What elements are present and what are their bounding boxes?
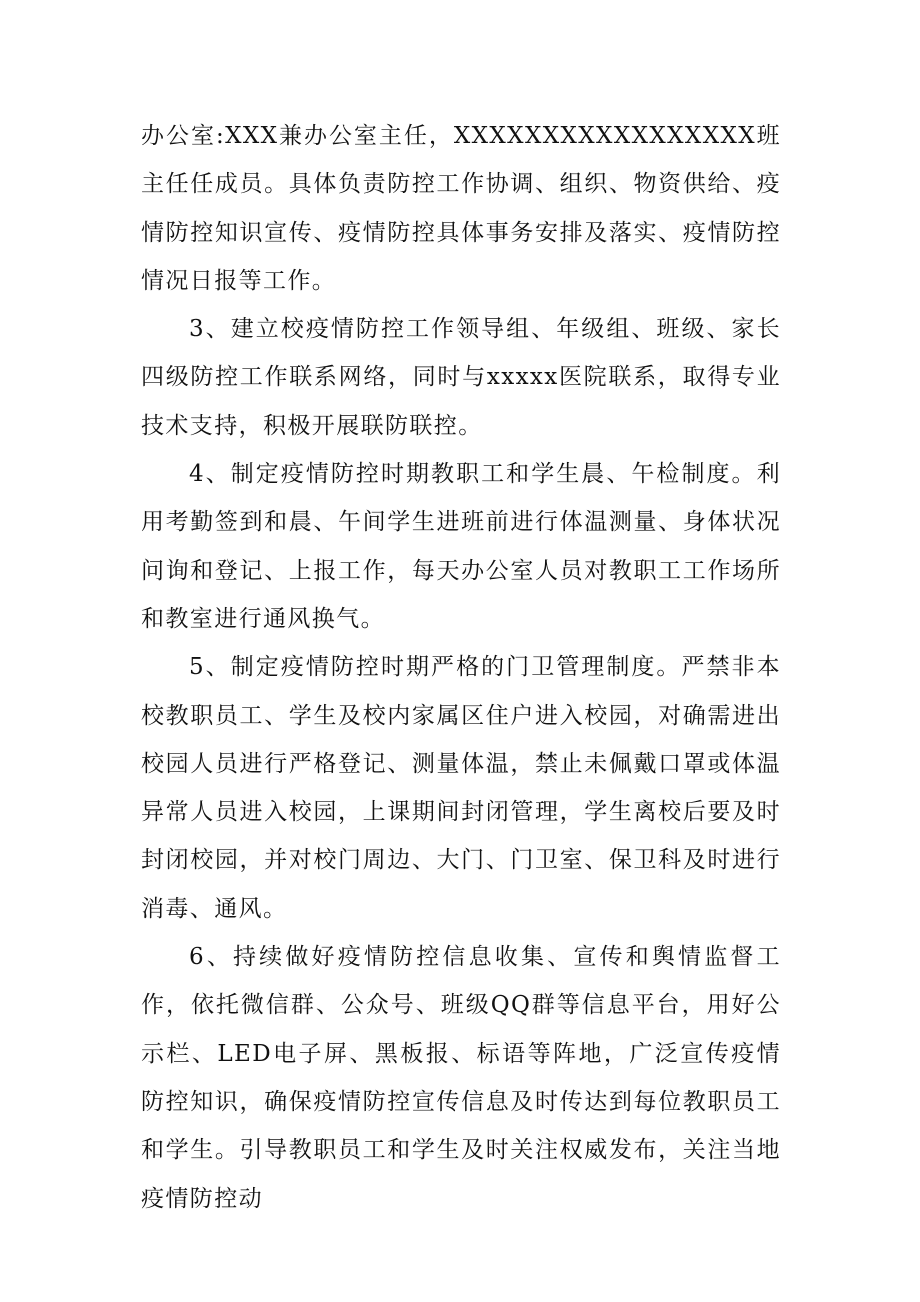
paragraph-item-4: 4、制定疫情防控时期教职工和学生晨、午检制度。利用考勤签到和晨、午间学生进班前进行体温测量、身体状况问询和登记、上报工作，每天办公室人员对教职工工作场所和教室进行通风换气。 [141,461,781,632]
paragraph-item-5: 5、制定疫情防控时期严格的门卫管理制度。严禁非本校教职员工、学生及校内家属区住户进入校园，对确需进出校园人员进行严格登记、测量体温，禁止未佩戴口罩或体温异常人员进入校园，上课期间封闭管理，学生离校后要及时封闭校园，并对校门周边、大门、门卫室、保卫科及时进行消毒、通风。 [141,654,781,922]
paragraph-item-3: 3、建立校疫情防控工作领导组、年级组、班级、家长四级防控工作联系网络，同时与xxxxx医院联系，取得专业技术支持，积极开展联防联控。 [141,316,781,439]
document-body [141,112,781,1223]
paragraph-office-duties: 办公室:XXX兼办公室主任，XXXXXXXXXXXXXXXXX班主任任成员。具体负责防控工作协调、组织、物资供给、疫情防控知识宣传、疫情防控具体事务安排及落实、疫情防控情况日报等工作。 [141,123,781,294]
paragraph-item-6: 6、持续做好疫情防控信息收集、宣传和舆情监督工作，依托微信群、公众号、班级QQ群等信息平台，用好公示栏、LED电子屏、黑板报、标语等阵地，广泛宣传疫情防控知识，确保疫情防控宣传信息及时传达到每位教职员工和学生。引导教职员工和学生及时关注权威发布，关注当地疫情防控动 [141,944,781,1212]
